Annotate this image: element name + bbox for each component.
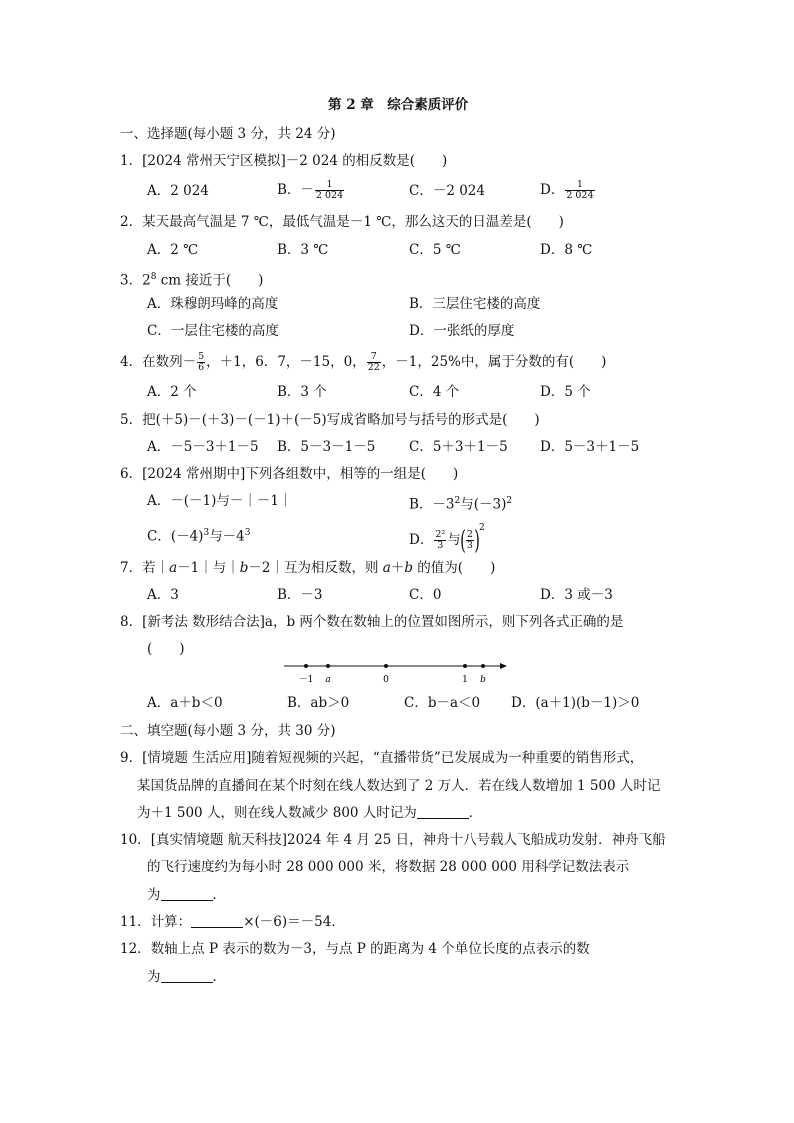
question-7: 7．若｜a－1｜与｜b－2｜互为相反数，则 a＋b 的值为( ) [120, 560, 496, 576]
question-number: 4． [120, 354, 143, 370]
label-neg-one: －1 [298, 675, 314, 685]
question-number: 10． [120, 832, 151, 848]
q7-option-d: D．3 或－3 [540, 587, 613, 603]
question-stem: [2024 常州天宁区模拟]－2 024 的相反数是( ) [142, 153, 448, 169]
q1-option-b: B．－ $\frac{1}{2 024}$ [277, 179, 344, 201]
fraction: $\frac{1}{2 024}$ [566, 179, 594, 201]
fraction: $\frac{7}{22}$ [367, 351, 380, 373]
question-number: 8． [120, 614, 143, 630]
question-9-line1: 9．[情境题 生活应用]随着短视频的兴起，“直播带货”已发展成为一种重要的销售形式， [120, 750, 644, 766]
point-one [463, 664, 467, 668]
q2-option-a: A．2 ℃ [147, 242, 199, 258]
question-10-line1: 10．[真实情境题 航天科技]2024 年 4 月 25 日，神舟十八号载人飞船成功发射．神舟飞船 [120, 832, 666, 848]
question-number: 1． [120, 153, 143, 169]
q4-option-d: D．5 个 [540, 384, 591, 400]
answer-blank [161, 968, 213, 983]
page-title: 第 2 章 综合素质评价 [328, 97, 469, 113]
q7-option-a: A．3 [147, 587, 179, 603]
label-zero: 0 [383, 675, 389, 685]
q3-option-c: C．一层住宅楼的高度 [147, 323, 279, 339]
question-number: 5． [120, 412, 143, 428]
q7-option-c: C．0 [409, 587, 442, 603]
question-2 [120, 213, 564, 231]
question-number: 6． [120, 466, 143, 482]
question-11: 11．计算： ×(－6)＝－54． [120, 914, 345, 930]
question-12-line2: 为 ． [147, 969, 226, 985]
q4-option-c: C．4 个 [409, 384, 460, 400]
q2-option-d: D．8 ℃ [540, 242, 593, 258]
q1-option-d: D． $\frac{1}{2 024}$ [540, 179, 594, 201]
label-a: a [325, 675, 331, 685]
q7-option-b: B．－3 [277, 587, 323, 603]
q8-option-a: A．a＋b＜0 [147, 695, 223, 711]
q1-option-a: A．2 024 [147, 183, 209, 199]
question-number: 12． [120, 941, 151, 957]
answer-blank [417, 804, 469, 819]
q3-option-a: A．珠穆朗玛峰的高度 [147, 296, 279, 312]
point-b [481, 664, 485, 668]
q8-option-d: D．(a＋1)(b－1)＞0 [511, 695, 640, 711]
q4-option-a: A．2 个 [147, 384, 197, 400]
q5-option-b: B．5－3－1－5 [277, 439, 376, 455]
question-stem: 把(＋5)－(＋3)－(－1)＋(－5)写成省略加号与括号的形式是( ) [142, 412, 540, 428]
question-6 [120, 465, 458, 483]
fraction: $\frac{\text{2²}}{3}$ [435, 529, 446, 551]
question-number: 11． [120, 914, 151, 930]
q6-option-d: D． $\frac{\text{2²}}{3}$ 与( $\frac{2}{3}$ )$^2$ [409, 523, 485, 556]
q2-option-b: B．3 ℃ [277, 242, 329, 258]
q6-option-c: C．$(-4)^3$与$-4^3$ [147, 528, 251, 545]
question-5 [120, 411, 540, 429]
question-8 [120, 613, 623, 631]
question-stem: 某天最高气温是 7 ℃，最低气温是－1 ℃，那么这天的日温差是( ) [142, 214, 564, 230]
q1-option-c: C．－2 024 [409, 183, 485, 199]
question-stem: [2024 常州期中]下列各组数中，相等的一组是( ) [142, 466, 459, 482]
q8-option-b: B．ab＞0 [287, 695, 350, 711]
question-9-line2: 某国货品牌的直播间在某个时刻在线人数达到了 2 万人．若在线人数增加 1 500 人时记 [137, 778, 661, 794]
question-9-line3: 为＋1 500 人，则在线人数减少 800 人时记为 ． [137, 805, 483, 821]
fraction: $\frac{1}{2 024}$ [315, 179, 344, 201]
point-neg-one [304, 664, 308, 668]
question-number: 3． [120, 272, 143, 289]
q8-option-c: C．b－a＜0 [404, 695, 481, 711]
question-4: 4．在数列－ $\frac{5}{6}$ ，＋1，6．7，－15，0， $\frac{7}{22}$ ，－1，25%中，属于分数的有( ) [120, 351, 607, 373]
fraction: $\frac{2}{3}$ [466, 529, 473, 551]
question-number: 2． [120, 214, 143, 230]
q5-option-a: A．－5－3＋1－5 [147, 439, 259, 455]
q2-option-c: C．5 ℃ [409, 242, 461, 258]
q3-option-d: D．一张纸的厚度 [409, 323, 515, 339]
fraction: $\frac{5}{6}$ [198, 351, 205, 373]
question-stem: [新考法 数形结合法]a，b 两个数在数轴上的位置如图所示，则下列各式正确的是 [142, 614, 624, 630]
q4-option-b: B．3 个 [277, 384, 327, 400]
q5-option-c: C．5＋3＋1－5 [409, 439, 508, 455]
question-10-line2: 的飞行速度约为每小时 28 000 000 米，将数据 28 000 000 用科学记数法表示 [147, 859, 630, 875]
point-a [326, 664, 330, 668]
point-zero [384, 664, 388, 668]
question-number: 7． [120, 560, 143, 576]
question-number: 9． [120, 750, 143, 766]
answer-blank [191, 913, 243, 928]
question-8-bracket: ( ) [147, 641, 185, 657]
q6-option-b: B．$-3^2$与$(-3)^2$ [409, 496, 513, 513]
section-header-fill: 二、填空题(每小题 3 分，共 30 分) [120, 723, 336, 739]
question-12-line1: 12．数轴上点 P 表示的数为－3，与点 P 的距离为 4 个单位长度的点表示的数 [120, 941, 590, 957]
answer-blank [161, 886, 213, 901]
q6-option-a: A．－(－1)与－｜－1｜ [147, 493, 293, 509]
section-header-choice: 一、选择题(每小题 3 分，共 24 分) [120, 126, 336, 142]
question-3: 3．$2^8$ cm 接近于( ) [120, 272, 264, 289]
q3-option-b: B．三层住宅楼的高度 [409, 296, 541, 312]
label-b: b [480, 675, 486, 685]
label-one: 1 [462, 675, 468, 685]
question-10-line3: 为 ． [147, 887, 226, 903]
number-line-figure [280, 656, 520, 686]
q5-option-d: D．5－3＋1－5 [540, 439, 640, 455]
question-1 [120, 152, 447, 170]
